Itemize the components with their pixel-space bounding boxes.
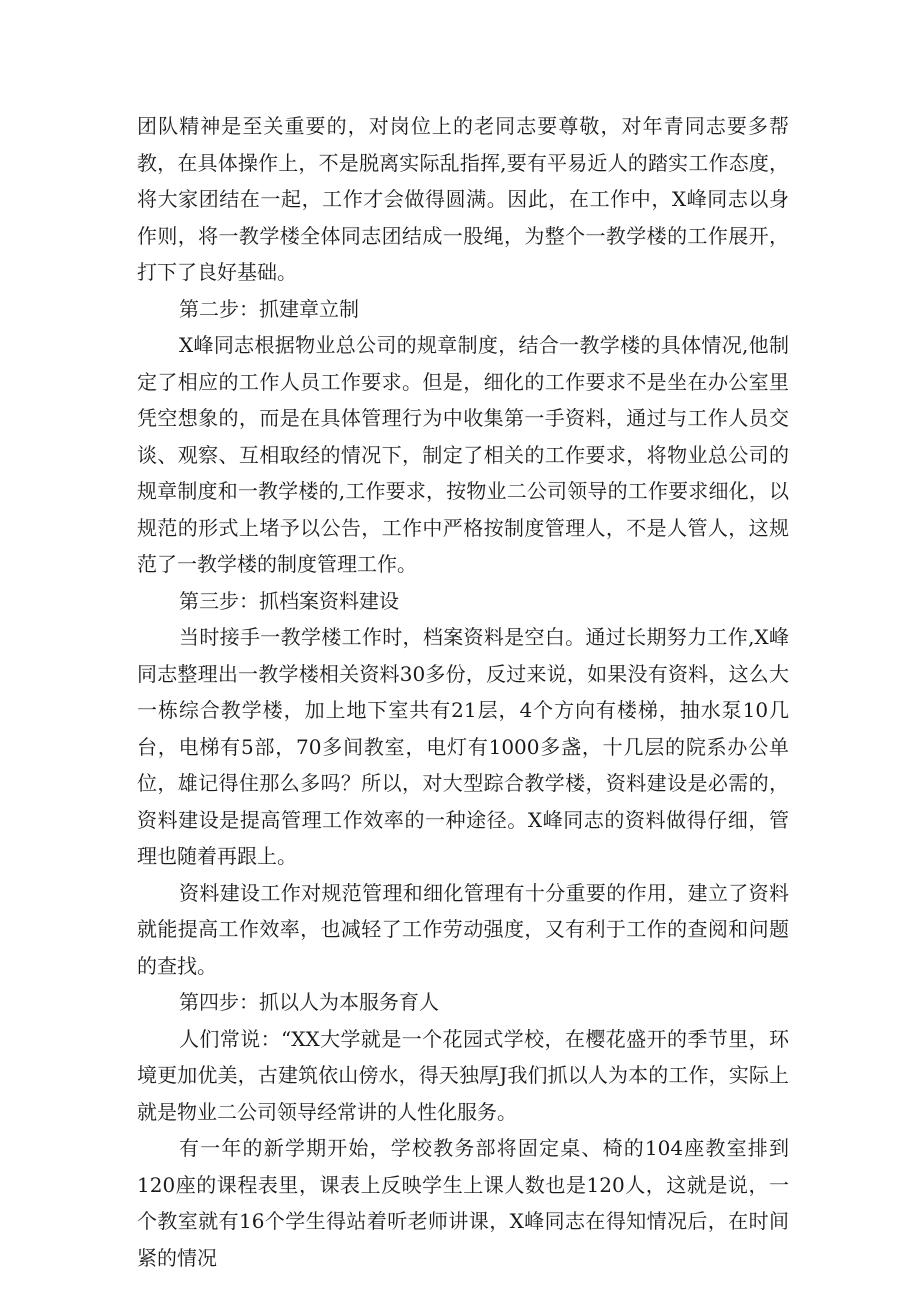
paragraph-new-semester: 有一年的新学期开始，学校教务部将固定桌、椅的104座教室排到120座的课程表里，课表上反映学生上课人数也是120人，这就是说，一个教室就有16个学生得站着听老师讲课，X峰同志在得知情况后，在时间紧的情况	[137, 1136, 789, 1270]
paragraph-archive-importance: 资料建设工作对规范管理和细化管理有十分重要的作用，建立了资料就能提高工作效率，也减轻了工作劳动强度，又有利于工作的查阅和问题的查找。	[137, 880, 789, 978]
heading-step-four: 第四步：抓以人为本服务育人	[179, 990, 439, 1014]
paragraph-regulations: X峰同志根据物业总公司的规章制度，结合一教学楼的具体情况,他制定了相应的工作人员工作要求。但是，细化的工作要求不是坐在办公室里凭空想象的，而是在具体管理行为中收集第一手资料，通过与工作人员交谈、观察、互相取经的情况下，制定了相关的工作要求，将物业总公司的规章制度和一教学楼的,工作要求，按物业二公司领导的工作要求细化，以规范的形式上堵予以公告，工作中严格按制度管理人，不是人管人，这规范了一教学楼的制度管理工作。	[137, 333, 789, 576]
paragraph-archives: 当时接手一教学楼工作时，档案资料是空白。通过长期努力工作,X峰同志整理出一教学楼相关资料30多份，反过来说，如果没有资料，这么大一栋综合教学楼，加上地下室共有21层，4个方向有楼梯，抽水泵10几台，电梯有5部，70多间教室，电灯有1000多盏，十几层的院系办公单位，雄记得住那么多吗？所以，对大型踪合教学楼，资料建设是必需的，资料建设是提高管理工作效率的一种途径。X峰同志的资料做得仔细，管理也随着再跟上。	[137, 625, 789, 868]
heading-step-three: 第三步：抓档案资料建设	[179, 588, 399, 613]
paragraph-people-oriented: 人们常说：“XX大学就是一个花园式学校，在樱花盛开的季节里，环境更加优美，古建筑依山傍水，得天独厚J我们抓以人为本的工作，实际上就是物业二公司领导经常讲的人性化服务。	[137, 1026, 789, 1124]
paragraph-team-spirit: 团队精神是至关重要的，对岗位上的老同志要尊敬，对年青同志要多帮教，在具体操作上，不是脱离实际乱指挥,要有平易近人的踏实工作态度，将大家团结在一起，工作才会做得圆满。因此，在工作中，X峰同志以身作则，将一教学楼全体同志团结成一股绳，为整个一教学楼的工作展开，打下了良好基础。	[137, 114, 789, 284]
document-body	[137, 108, 789, 1276]
heading-step-two: 第二步：抓建章立制	[179, 296, 359, 321]
